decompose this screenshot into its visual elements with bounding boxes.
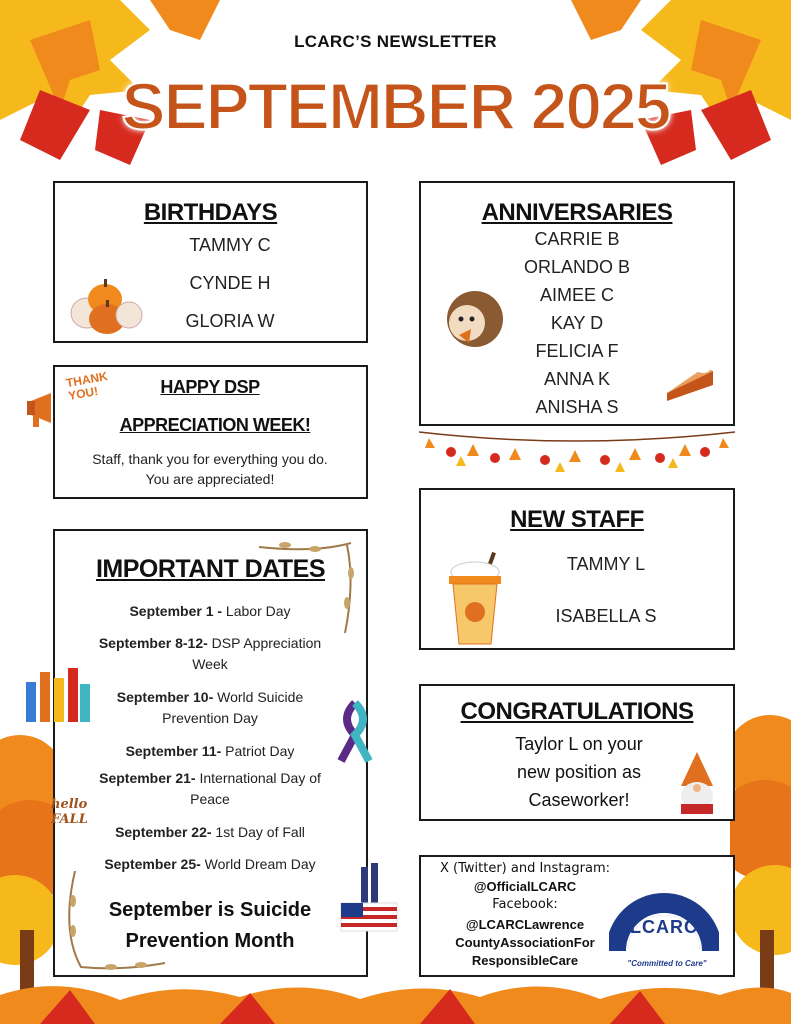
date-text: International Day of Peace xyxy=(190,770,321,807)
date-label: September 8-12- xyxy=(98,635,208,651)
date-text: Patriot Day xyxy=(221,743,295,759)
city-flag-icon xyxy=(337,861,401,935)
anniversary-name: AIMEE C xyxy=(539,285,614,305)
fallen-leaves-bottom-icon xyxy=(0,975,791,1024)
page-title: SEPTEMBER 2025 xyxy=(121,69,670,143)
anniversary-name: ORLANDO B xyxy=(523,257,631,277)
lcarc-logo-text: LCARC xyxy=(630,917,698,937)
date-text: World Dream Day xyxy=(200,856,316,872)
birthday-name: CYNDE H xyxy=(189,273,271,293)
social-media-card xyxy=(419,855,735,977)
date-text: World Suicide Prevention Day xyxy=(162,689,304,726)
date-item xyxy=(85,741,335,762)
social-handle-facebook-1[interactable]: @LCARCLawrence xyxy=(465,917,585,932)
vine-branch-bottom-icon xyxy=(61,871,171,975)
date-label: September 10- xyxy=(116,689,214,705)
date-item xyxy=(95,822,325,843)
date-text: DSP Appreciation Week xyxy=(192,635,322,672)
new-staff-card xyxy=(419,488,735,650)
social-label-x-instagram: X (Twitter) and Instagram: xyxy=(440,861,610,876)
congratulations-line1: Taylor L on your xyxy=(515,734,643,754)
anniversary-name: FELICIA F xyxy=(535,341,619,361)
raised-hands-icon xyxy=(22,664,94,726)
anniversaries-card xyxy=(419,181,735,426)
date-text: 1st Day of Fall xyxy=(211,824,305,840)
pumpkins-icon xyxy=(67,269,147,335)
autumn-tree-right-icon xyxy=(730,680,791,1024)
dsp-message: Staff, thank you for everything you do. You are appreciated! xyxy=(92,451,328,487)
social-label-facebook: Facebook: xyxy=(492,897,558,912)
hello-fall-sticker: hello FALL xyxy=(51,797,88,827)
congratulations-heading: CONGRATULATIONS xyxy=(460,698,694,725)
date-label: September 11- xyxy=(125,743,222,759)
vine-branch-top-icon xyxy=(255,533,363,637)
dsp-heading-line2: APPRECIATION WEEK! xyxy=(119,415,311,435)
important-dates-heading: IMPORTANT DATES xyxy=(95,555,326,583)
awareness-month-line2: Prevention Month xyxy=(125,930,295,952)
awareness-month-line1: September is Suicide xyxy=(108,899,312,921)
awareness-ribbon-icon xyxy=(335,699,375,763)
new-staff-name: ISABELLA S xyxy=(555,606,657,626)
important-dates-card xyxy=(53,529,368,977)
date-label: September 1 - xyxy=(129,603,223,619)
thank-you-badge: THANK YOU! xyxy=(64,369,109,403)
anniversary-name: KAY D xyxy=(550,313,604,333)
newsletter-kicker: LCARC’S NEWSLETTER xyxy=(294,32,497,51)
date-label: September 22- xyxy=(115,824,212,840)
congratulations-card xyxy=(419,684,735,821)
pie-slice-icon xyxy=(665,363,715,403)
social-handle-facebook-3[interactable]: ResponsibleCare xyxy=(471,953,579,968)
birthday-name: GLORIA W xyxy=(185,311,275,331)
hedgehog-icon xyxy=(441,283,505,353)
date-label: September 25- xyxy=(104,856,201,872)
anniversary-name: ANISHA S xyxy=(535,397,619,417)
leaf-garland-icon xyxy=(415,426,739,474)
date-item xyxy=(95,687,325,729)
congratulations-line2: new position as xyxy=(516,762,642,782)
birthdays-card xyxy=(53,181,368,343)
new-staff-name: TAMMY L xyxy=(566,554,646,574)
pumpkin-latte-icon xyxy=(445,552,509,646)
date-text: Labor Day xyxy=(222,603,291,619)
birthday-name: TAMMY C xyxy=(189,235,271,255)
new-staff-heading: NEW STAFF xyxy=(510,506,644,533)
gnome-icon xyxy=(667,752,727,818)
social-handle-x-instagram[interactable]: @OfficialLCARC xyxy=(473,879,577,894)
social-handle-facebook-2[interactable]: CountyAssociationFor xyxy=(455,935,595,950)
congratulations-line3: Caseworker! xyxy=(528,790,630,810)
dsp-heading-line1: HAPPY DSP xyxy=(160,377,260,397)
anniversary-name: CARRIE B xyxy=(534,229,620,249)
date-item xyxy=(85,768,335,810)
anniversary-name: ANNA K xyxy=(543,369,611,389)
anniversaries-heading: ANNIVERSARIES xyxy=(481,199,673,226)
date-label: September 21- xyxy=(99,770,196,786)
birthdays-heading: BIRTHDAYS xyxy=(143,199,278,226)
lcarc-logo-tagline: "Committed to Care" xyxy=(627,959,707,968)
dsp-appreciation-card xyxy=(53,365,368,499)
date-item xyxy=(85,633,335,675)
